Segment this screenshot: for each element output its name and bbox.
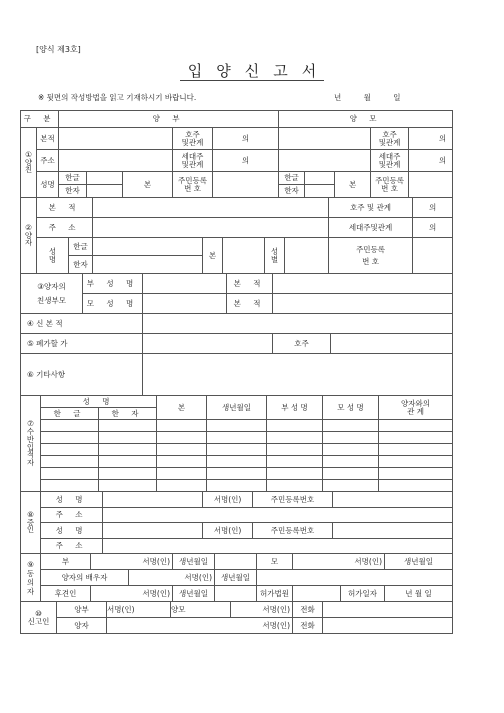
field-adoptee-name-hangul[interactable] (93, 238, 203, 256)
field-yangbu-name-hangul[interactable] (87, 172, 123, 185)
field-mother-bonjeok[interactable] (273, 294, 453, 314)
field-witness1-jumin[interactable] (333, 492, 453, 508)
table-cell[interactable] (99, 480, 157, 492)
table-cell[interactable] (41, 420, 99, 432)
table-cell[interactable] (267, 432, 323, 444)
sign-reporter-yangja[interactable]: 서명(인) (107, 618, 293, 634)
label-guardian-birth: 생년월일 (173, 586, 215, 602)
field-yangmo-name-hangul[interactable] (305, 172, 335, 185)
label-name: 성명 (37, 172, 59, 198)
table-cell[interactable] (379, 480, 453, 492)
label-adoptee-hangul: 한글 (69, 238, 93, 256)
form-body (20, 110, 452, 634)
sign-consent-mother[interactable]: 서명(인) (293, 554, 385, 570)
label-consent-father-birth: 생년월일 (173, 554, 215, 570)
col-header-relation: 양자와의 관 계 (379, 396, 453, 420)
field-consent-spouse-birth[interactable] (257, 570, 453, 586)
section-label-adoptive-parents: ① 양 친 (21, 128, 37, 198)
label-sedaeju-relation: 세대주 및관계 (173, 150, 213, 172)
table-cell[interactable] (379, 432, 453, 444)
label-mother-name: 모 성 명 (83, 294, 143, 314)
sign-consent-spouse[interactable]: 서명(인) (129, 570, 215, 586)
label-bonjeok: 본적 (37, 128, 59, 150)
table-cell[interactable] (207, 420, 267, 432)
label-adoptee-name: 성 명 (37, 238, 69, 274)
label-consent-spouse-birth: 생년월일 (215, 570, 257, 586)
label-adoptee-hanja: 한자 (69, 256, 93, 274)
field-adoptee-hoju[interactable]: 의 (413, 198, 453, 218)
sign-witness2[interactable]: 서명(인) (203, 523, 253, 539)
field-yangmo-sedaeju[interactable]: 의 (409, 150, 453, 172)
table-cell[interactable] (207, 456, 267, 468)
table-cell[interactable] (323, 468, 379, 480)
field-adoptee-bon[interactable] (223, 238, 265, 274)
label-other-notes: ⑥ 기타사항 (21, 354, 143, 396)
sign-reporter-yangbu[interactable]: 서명(인) (107, 602, 171, 618)
table-cell[interactable] (267, 480, 323, 492)
label-hanja-mo: 한자 (279, 185, 305, 198)
label-adoptee-jooso: 주 소 (37, 218, 93, 238)
label-adoptee-bon: 본 (203, 238, 223, 274)
label-court: 허가법원 (257, 586, 293, 602)
field-adoptee-bonjeok[interactable] (93, 198, 329, 218)
table-cell[interactable] (157, 444, 207, 456)
table-cell[interactable] (379, 444, 453, 456)
field-guardian-birth[interactable] (215, 586, 257, 602)
table-cell[interactable] (379, 456, 453, 468)
label-reporter-phone1: 전화 (293, 602, 323, 618)
label-reporter-yangmo: 양모 (171, 602, 231, 618)
field-yangmo-hoju[interactable]: 의 (409, 128, 453, 150)
title-underline (180, 80, 324, 81)
form-label: [양식 제3호] (36, 45, 81, 54)
label-bon-mo: 본 (335, 172, 371, 198)
label-new-bonjeok: ④ 신 본 적 (21, 314, 143, 334)
label-witness2-jumin: 주민등록번호 (253, 523, 333, 539)
field-abolish-family[interactable] (143, 334, 273, 354)
sign-consent-father[interactable]: 서명(인) (91, 554, 173, 570)
label-bon: 본 (123, 172, 173, 198)
field-adoptee-jumin[interactable] (413, 238, 453, 274)
field-father-bonjeok[interactable] (273, 274, 453, 294)
section-label-consenters: ⑨ 동 의 자 (21, 554, 41, 602)
section-label-accompanying: ⑦ 수 반 입 적 자 (21, 396, 41, 492)
table-cell[interactable] (157, 468, 207, 480)
col-header-hangul: 한 글 (41, 408, 99, 420)
table-cell[interactable] (157, 480, 207, 492)
section-label-reporters: ⑩ 신고인 (21, 602, 57, 634)
table-cell[interactable] (379, 420, 453, 432)
notice-text: ※ 뒷면의 작성방법을 읽고 기재하시기 바랍니다. (38, 93, 197, 102)
field-witness1-name[interactable] (103, 492, 203, 508)
table-cell[interactable] (41, 480, 99, 492)
field-yangbu-name-hanja[interactable] (87, 185, 123, 198)
table-cell[interactable] (41, 432, 99, 444)
table-cell[interactable] (99, 432, 157, 444)
table-cell[interactable] (207, 480, 267, 492)
label-hoju-relation: 호주 및관계 (173, 128, 213, 150)
field-court[interactable] (293, 586, 341, 602)
section-label-witnesses: ⑧ 증 인 (21, 492, 41, 554)
label-witness1-name: 성 명 (41, 492, 103, 508)
table-cell[interactable] (379, 468, 453, 480)
label-witness1-addr: 주 소 (41, 508, 103, 523)
label-reporter-yangja: 양자 (57, 618, 107, 634)
label-father-bonjeok: 본 적 (227, 274, 273, 294)
label-permit-date: 허가일자 (341, 586, 385, 602)
field-witness2-name[interactable] (103, 523, 203, 539)
field-yangbu-jooso[interactable] (59, 150, 173, 172)
field-adoptee-name-hanja[interactable] (93, 256, 203, 274)
table-cell[interactable] (267, 444, 323, 456)
section-label-adoptee: ② 양 자 (21, 198, 37, 274)
sign-witness1[interactable]: 서명(인) (203, 492, 253, 508)
table-cell[interactable] (323, 456, 379, 468)
label-hangul-mo: 한글 (279, 172, 305, 185)
col-header-mother: 모 성 명 (323, 396, 379, 420)
field-yangbu-jumin[interactable] (213, 172, 279, 198)
table-cell[interactable] (323, 420, 379, 432)
table-reporters (20, 601, 453, 634)
table-accompanying (20, 395, 453, 492)
field-father-name[interactable] (143, 274, 227, 294)
table-cell[interactable] (323, 432, 379, 444)
table-cell[interactable] (157, 420, 207, 432)
table-witnesses (20, 491, 453, 554)
field-adoptee-sex[interactable] (285, 238, 329, 274)
field-adoptee-sedaeju[interactable]: 의 (413, 218, 453, 238)
col-header-birth: 생년월일 (207, 396, 267, 420)
table-cell[interactable] (267, 456, 323, 468)
table-consenters (20, 553, 453, 602)
table-cell[interactable] (267, 468, 323, 480)
field-witness2-jumin[interactable] (333, 523, 453, 539)
field-yangmo-name-hanja[interactable] (305, 185, 335, 198)
field-permit-date[interactable]: 년 월 일 (385, 586, 453, 602)
label-consent-mother: 모 (257, 554, 293, 570)
table-cell[interactable] (207, 468, 267, 480)
table-adoptee (20, 197, 453, 274)
sign-guardian[interactable]: 서명(인) (91, 586, 173, 602)
header-yangbu: 양 부 (59, 111, 279, 128)
header-yangmo: 양 모 (279, 111, 453, 128)
label-hoju: 호주 (273, 334, 331, 354)
field-mother-name[interactable] (143, 294, 227, 314)
col-header-hanja: 한 자 (99, 408, 157, 420)
label-adoptee-bonjeok: 본 적 (37, 198, 93, 218)
field-witness1-addr[interactable] (103, 508, 453, 523)
label-hangul: 한글 (59, 172, 87, 185)
label-witness2-name: 성 명 (41, 523, 103, 539)
label-hoju-relation-mo: 호주 및관계 (371, 128, 409, 150)
table-cell[interactable] (41, 444, 99, 456)
label-witness1-jumin: 주민등록번호 (253, 492, 333, 508)
table-cell[interactable] (99, 456, 157, 468)
table-cell[interactable] (99, 444, 157, 456)
label-hanja: 한자 (59, 185, 87, 198)
table-cell[interactable] (207, 444, 267, 456)
label-witness2-addr: 주 소 (41, 539, 103, 554)
field-yangmo-bonjeok[interactable] (279, 128, 371, 150)
label-jooso: 주소 (37, 150, 59, 172)
label-abolish-family: ⑤ 폐가할 가 (21, 334, 143, 354)
table-cell[interactable] (323, 480, 379, 492)
label-adoptee-sedaeju: 세대주및관계 (329, 218, 413, 238)
page-title: 입양신고서 (187, 62, 331, 80)
label-guardian: 후견인 (41, 586, 91, 602)
table-cell[interactable] (99, 420, 157, 432)
table-cell[interactable] (267, 420, 323, 432)
label-adoptee-hoju: 호주 및 관계 (329, 198, 413, 218)
field-yangmo-jooso[interactable] (279, 150, 371, 172)
field-yangbu-sedaeju[interactable]: 의 (213, 150, 279, 172)
label-sedaeju-relation-mo: 세대주 및관계 (371, 150, 409, 172)
table-birth-parents (20, 273, 453, 396)
label-jumin: 주민등록 번 호 (173, 172, 213, 198)
table-adoptive-parents (20, 110, 453, 198)
label-mother-bonjeok: 본 적 (227, 294, 273, 314)
label-jumin-mo: 주민등록 번 호 (371, 172, 409, 198)
field-yangmo-jumin[interactable] (409, 172, 453, 198)
label-consent-mother-birth: 생년월일 (385, 554, 453, 570)
label-consent-father: 부 (41, 554, 91, 570)
label-reporter-yangbu: 양부 (57, 602, 107, 618)
header-gubun: 구 분 (21, 111, 59, 128)
field-reporter-phone2[interactable] (323, 618, 453, 634)
label-consent-spouse: 양자의 배우자 (41, 570, 129, 586)
label-sex: 성 별 (265, 238, 285, 274)
field-new-bonjeok[interactable] (143, 314, 453, 334)
table-cell[interactable] (41, 468, 99, 480)
col-header-name: 성 명 (41, 396, 157, 408)
table-cell[interactable] (157, 432, 207, 444)
label-father-name: 부 성 명 (83, 274, 143, 294)
field-yangbu-bonjeok[interactable] (59, 128, 173, 150)
table-cell[interactable] (99, 468, 157, 480)
table-cell[interactable] (323, 444, 379, 456)
label-reporter-phone2: 전화 (293, 618, 323, 634)
table-cell[interactable] (207, 432, 267, 444)
date-line[interactable]: 년 월 일 (334, 93, 401, 102)
col-header-father: 부 성 명 (267, 396, 323, 420)
field-other-notes[interactable] (143, 354, 453, 396)
field-adoptee-jooso[interactable] (93, 218, 329, 238)
table-cell[interactable] (157, 456, 207, 468)
field-consent-father-birth[interactable] (215, 554, 257, 570)
field-witness2-addr[interactable] (103, 539, 453, 554)
sign-reporter-yangmo[interactable]: 서명(인) (231, 602, 293, 618)
field-yangbu-hoju[interactable]: 의 (213, 128, 279, 150)
label-adoptee-jumin: 주민등록 번 호 (329, 238, 413, 274)
field-hoju[interactable] (331, 334, 453, 354)
col-header-bon: 본 (157, 396, 207, 420)
field-reporter-phone1[interactable] (323, 602, 453, 618)
section-label-birth-parents: ③양자의 친생부모 (21, 274, 83, 314)
table-cell[interactable] (41, 456, 99, 468)
